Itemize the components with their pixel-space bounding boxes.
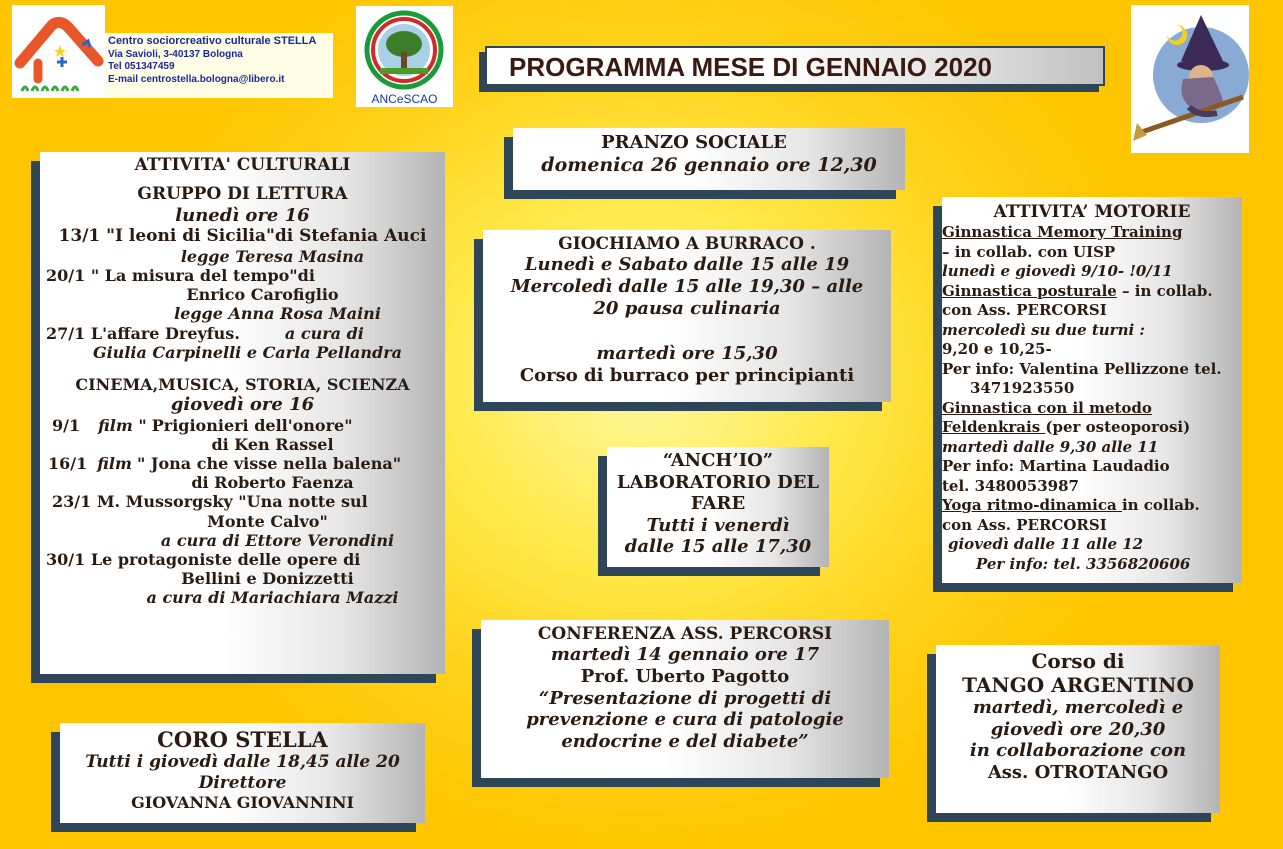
- cinema-item-1-director: di Ken Rassel: [211, 434, 334, 454]
- anchio-title: “ANCH’IO”: [662, 450, 774, 471]
- anchio-day: Tutti i venerdì: [646, 514, 790, 536]
- motor-heading: ATTIVITA’ MOTORIE: [993, 202, 1191, 222]
- stella-house-icon: [12, 5, 105, 98]
- tango-title: TANGO ARGENTINO: [962, 673, 1194, 697]
- tango-days: martedì, mercoledì e: [972, 697, 1184, 718]
- feldenkrais-info: Per info: Martina Laudadio: [942, 457, 1170, 476]
- cinema-item-3: 23/1 M. Mussorgsky "Una notte sul: [52, 492, 368, 512]
- reading-item-2-reader: legge Anna Rosa Maini: [174, 304, 381, 324]
- cinema-item-4-curator: a cura di Mariachiara Mazzi: [146, 588, 399, 608]
- cinema-item-1-title: Prigionieri dell'onore": [151, 415, 353, 435]
- burraco-schedule-1: Lunedì e Sabato dalle 15 alle 19: [524, 254, 850, 276]
- cinema-title: CINEMA,MUSICA, STORIA, SCIENZA: [75, 374, 410, 394]
- burraco-box: [483, 230, 891, 402]
- conference-speaker: Prof. Uberto Pagotto: [580, 665, 790, 687]
- conference-date: martedì 14 gennaio ore 17: [550, 644, 820, 666]
- cinema-item-2-type: film: [97, 454, 132, 474]
- posturale-slots: 9,20 e 10,25-: [942, 340, 1052, 359]
- tango-course-label: Corso di: [1031, 649, 1125, 673]
- social-lunch-box: [513, 128, 905, 190]
- befana-witch-icon: [1131, 5, 1249, 153]
- center-email: E-mail centrostella.bologna@libero.it: [108, 73, 285, 85]
- tango-box: [936, 645, 1220, 813]
- anchio-box: [607, 447, 829, 567]
- burraco-course-time: martedì ore 15,30: [596, 343, 778, 365]
- burraco-schedule-3: 20 pausa culinaria: [593, 297, 781, 319]
- burraco-course-title: Corso di burraco per principianti: [519, 364, 855, 386]
- posturale-phone: 3471923550: [970, 379, 1075, 398]
- yoga-title: Yoga ritmo-dinamica: [942, 496, 1122, 515]
- center-phone: Tel 051347459: [108, 61, 175, 73]
- page-title-box: [485, 46, 1105, 86]
- center-address: Via Savioli, 3-40137 Bologna: [108, 48, 243, 60]
- conference-topic-2: prevenzione e cura di patologie: [526, 709, 844, 731]
- motor-activities-box: [942, 197, 1242, 583]
- yoga-collab: in collab.: [1121, 496, 1200, 515]
- reading-item-1: 13/1 "I leoni di Sicilia"di Stefania Auci: [58, 226, 427, 247]
- reading-item-3-curator-label: a cura di: [284, 323, 364, 343]
- posturale-time: mercoledì su due turni :: [942, 320, 1145, 339]
- reading-group-title: GRUPPO DI LETTURA: [137, 184, 348, 205]
- cinema-item-4: 30/1 Le protagoniste delle opere di: [46, 549, 361, 569]
- center-info: [105, 33, 333, 98]
- reading-item-3: 27/1 L'affare Dreyfus.: [46, 323, 240, 343]
- feldenkrais-phone: tel. 3480053987: [942, 476, 1079, 495]
- feldenkrais-note: (per osteoporosi): [1045, 418, 1191, 437]
- ancescao-logo: [356, 6, 453, 107]
- feldenkrais-time: martedì dalle 9,30 alle 11: [942, 437, 1159, 456]
- conference-topic-1: “Presentazione di progetti di: [538, 687, 832, 709]
- reading-item-2-author: Enrico Carofiglio: [186, 285, 339, 305]
- memory-training-title: Ginnastica Memory Training: [942, 223, 1183, 242]
- posturale-assoc: con Ass. PERCORSI: [942, 301, 1107, 320]
- cinema-item-1-date: 9/1: [52, 415, 81, 435]
- conference-box: [481, 620, 889, 778]
- cultural-heading: ATTIVITA' CULTURALI: [134, 155, 351, 175]
- ancescao-label: ANCeSCAO: [371, 92, 438, 106]
- conference-topic-3: endocrine e del diabete”: [561, 730, 809, 752]
- cinema-item-2-title: " Jona che visse nella balena": [136, 454, 402, 474]
- cinema-item-3-curator: a cura di Ettore Verondini: [160, 530, 395, 550]
- feldenkrais-title: Ginnastica con il metodo: [942, 398, 1152, 417]
- anchio-subtitle-2: FARE: [690, 493, 746, 515]
- posturale-title: Ginnastica posturale: [942, 281, 1117, 300]
- burraco-schedule-2: Mercoledì dalle 15 alle 19,30 – alle: [510, 275, 864, 297]
- feldenkrais-name: Feldenkrais: [942, 418, 1046, 437]
- page-title: PROGRAMMA MESE DI GENNAIO 2020: [509, 52, 993, 82]
- conference-title: CONFERENZA ASS. PERCORSI: [537, 624, 833, 644]
- burraco-title: GIOCHIAMO A BURRACO .: [558, 234, 816, 254]
- tango-assoc: Ass. OTROTANGO: [987, 761, 1169, 783]
- choir-director-label: Direttore: [198, 772, 287, 793]
- choir-schedule: Tutti i giovedì dalle 18,45 alle 20: [85, 752, 400, 773]
- yoga-info: Per info: tel. 3356820606: [976, 554, 1191, 573]
- social-lunch-title: PRANZO SOCIALE: [601, 132, 787, 153]
- stella-logo: [12, 5, 105, 98]
- cinema-item-1-type: film ": [98, 415, 147, 435]
- anchio-time: dalle 15 alle 17,30: [624, 536, 812, 558]
- yoga-assoc: con Ass. PERCORSI: [942, 515, 1107, 534]
- yoga-time: giovedì dalle 11 alle 12: [948, 535, 1144, 554]
- reading-item-3-curators: Giulia Carpinelli e Carla Pellandra: [92, 342, 403, 362]
- center-name: Centro sociorcreativo culturale STELLA: [108, 35, 317, 47]
- witch-image: [1131, 5, 1249, 153]
- social-lunch-date: domenica 26 gennaio ore 12,30: [541, 153, 877, 176]
- cinema-time: giovedì ore 16: [170, 394, 315, 416]
- tango-collab: in collaborazione con: [969, 740, 1187, 762]
- memory-training-collab: – in collab. con UISP: [942, 242, 1116, 261]
- cinema-item-3-title: Monte Calvo": [207, 511, 328, 531]
- reading-group-time: lunedì ore 16: [175, 204, 310, 226]
- tango-time: giovedì ore 20,30: [990, 718, 1166, 740]
- posturale-info: Per info: Valentina Pellizzone tel.: [942, 359, 1222, 378]
- choir-director-name: GIOVANNA GIOVANNINI: [131, 792, 354, 812]
- cultural-activities-box: [40, 152, 445, 674]
- tree-circle-icon: [356, 6, 453, 92]
- posturale-collab: – in collab.: [1116, 281, 1213, 300]
- anchio-subtitle-1: LABORATORIO DEL: [616, 471, 820, 493]
- memory-training-time: lunedì e giovedì 9/10- !0/11: [942, 262, 1173, 281]
- reading-item-2: 20/1 " La misura del tempo"di: [46, 265, 315, 285]
- cinema-item-2-director: di Roberto Faenza: [191, 473, 354, 493]
- reading-item-1-reader: legge Teresa Masina: [180, 246, 365, 266]
- cinema-item-2-date: 16/1: [48, 454, 88, 474]
- cinema-item-4-title: Bellini e Donizzetti: [181, 569, 354, 589]
- choir-box: [60, 723, 425, 823]
- choir-title: CORO STELLA: [157, 727, 328, 752]
